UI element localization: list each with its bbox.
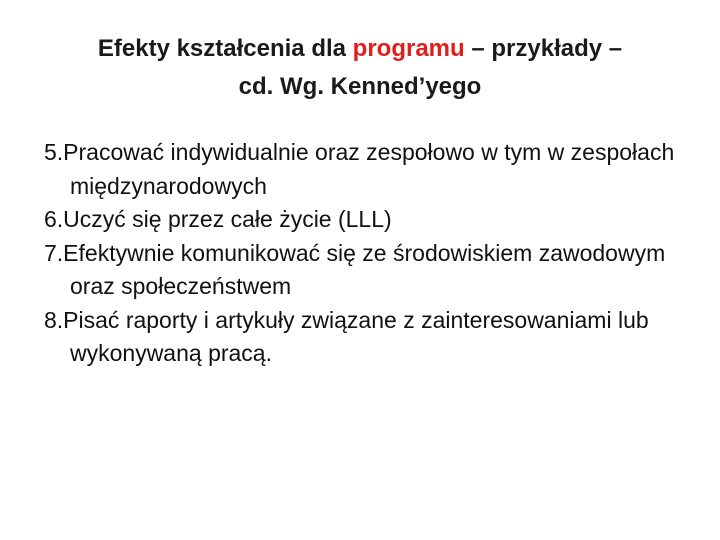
title-line-2: cd. Wg. Kenned’yego	[238, 73, 482, 100]
list-item: 6.Uczyć się przez całe życie (LLL)	[44, 206, 392, 232]
title-text-end: – przykłady –	[464, 35, 623, 62]
title-text-start: Efekty kształcenia dla	[97, 35, 353, 62]
list-item: 5.Pracować indywidualnie oraz zespołowo w tym w zespołach międzynarodowych	[44, 139, 675, 199]
outcomes-list	[44, 136, 694, 371]
slide-title	[40, 30, 680, 106]
list-item: 8.Pisać raporty i artykuły związane z zainteresowaniami lub wykonywaną pracą.	[44, 306, 649, 366]
list-item: 7.Efektywnie komunikować się ze środowiskiem zawodowym oraz społeczeństwem	[44, 239, 666, 299]
title-highlight: programu	[352, 35, 465, 62]
